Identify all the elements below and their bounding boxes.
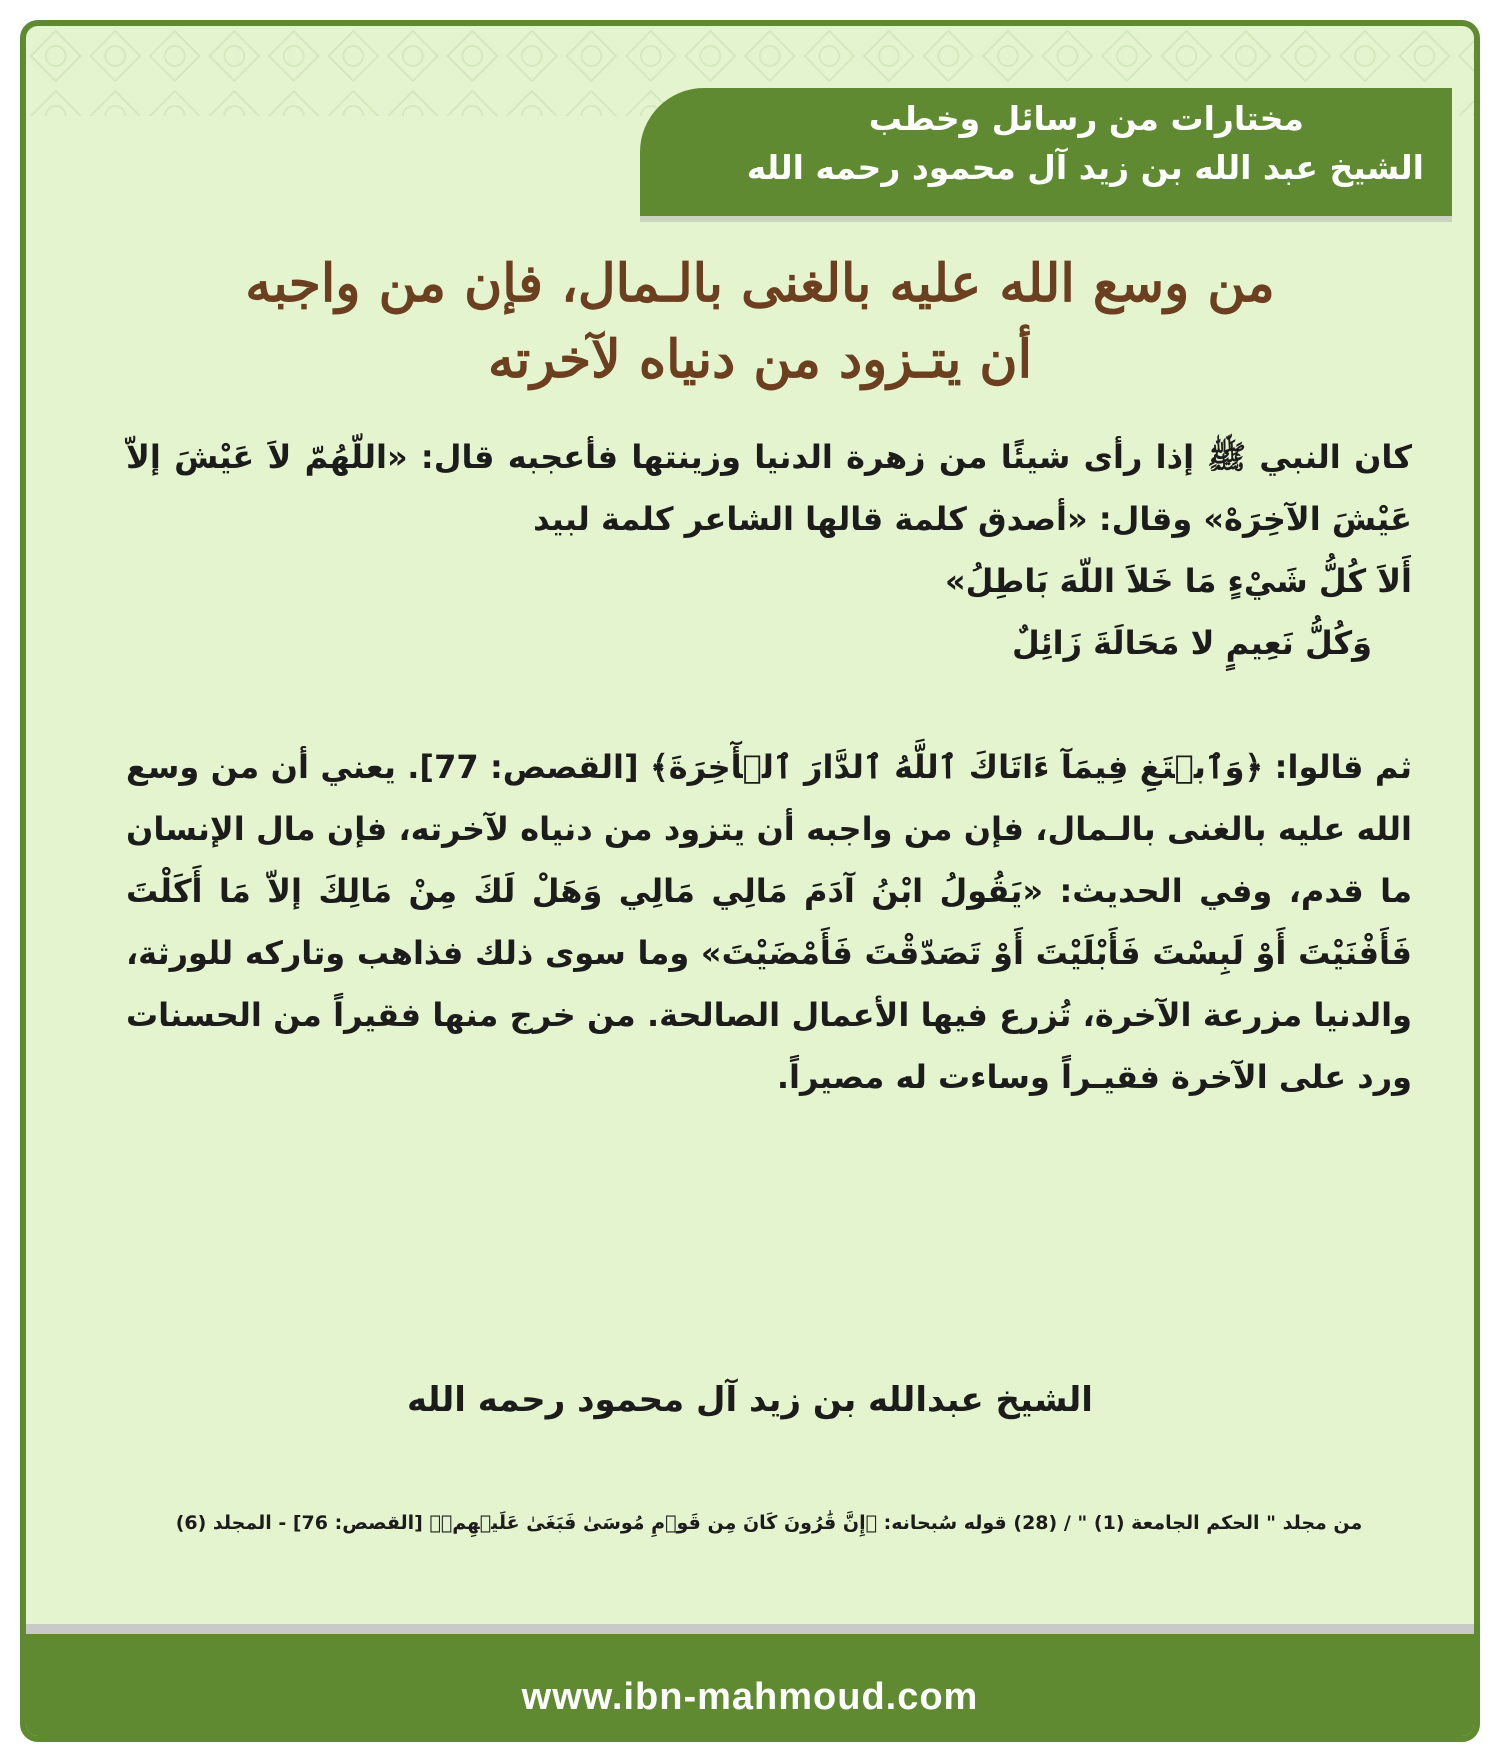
title-line-1: من وسع الله عليه بالغنى بالـمال، فإن من واجبه	[245, 253, 1275, 314]
article-body	[126, 426, 1412, 1108]
series-title: مختارات من رسائل وخطب	[868, 99, 1304, 138]
website-link[interactable]: www.ibn-mahmoud.com	[521, 1676, 979, 1718]
poem-verse-2: وَكُلُّ نَعِيمٍ لا مَحَالَةَ زَائِلٌ	[1012, 624, 1372, 662]
title-line-2: أن يتـزود من دنياه لآخرته	[487, 329, 1033, 390]
footer-divider	[26, 1624, 1474, 1634]
page-title	[86, 246, 1434, 398]
card-frame	[20, 20, 1480, 1742]
source-footnote: من مجلد " الحكم الجامعة (1) " / (28) قوله سُبحانه: ﴿إِنَّ قَٰرُونَ كَانَ مِن قَوۡمِ مُوسَىٰ فَبَغَىٰ عَلَيۡهِمۡ﴾ [القصص: 76] - المجلد (6)	[175, 1512, 1363, 1534]
author-signature: الشيخ عبدالله بن زيد آل محمود رحمه الله	[407, 1380, 1093, 1420]
footer-bar	[26, 1634, 1474, 1736]
paragraph-spacer	[126, 674, 1412, 736]
header-divider	[640, 216, 1452, 222]
series-author: الشيخ عبد الله بن زيد آل محمود رحمه الله	[746, 148, 1424, 187]
poem-verse-1: أَلاَ كُلُّ شَيْءٍ مَا خَلاَ اللّهَ بَاطِلُ»	[944, 562, 1412, 600]
paragraph-1: كان النبي ﷺ إذا رأى شيئًا من زهرة الدنيا وزينتها فأعجبه قال: «اللّهُمّ لاَ عَيْشَ إلاّ عَيْشَ الآخِرَهْ» وقال: «أصدق كلمة قالها الشاعر كلمة لبيد	[126, 438, 1412, 538]
series-header	[640, 88, 1452, 216]
paragraph-2: ثم قالوا: ﴿وَٱبۡتَغِ فِيمَآ ءَاتَاكَ ٱللَّهُ ٱلدَّارَ ٱلۡأٓخِرَةَ﴾ [القصص: 77]. يعني أن من وسع الله عليه بالغنى بالـمال، فإن من واجبه أن يتزود من دنياه لآخرته، فإن مال الإنسان ما قدم، وفي الحديث: «يَقُولُ ابْنُ آدَمَ مَالِي مَالِي وَهَلْ لَكَ مِنْ مَالِكَ إلاّ مَا أَكَلْتَ فَأَفْنَيْتَ أَوْ لَبِسْتَ فَأَبْلَيْتَ أَوْ تَصَدّقْتَ فَأَمْضَيْتَ» وما سوى ذلك فذاهب وتاركه للورثة، والدنيا مزرعة الآخرة، تُزرع فيها الأعمال الصالحة. من خرج منها فقيراً من الحسنات ورد على الآخرة فقيـراً وساءت له مصيراً.	[126, 748, 1413, 1096]
